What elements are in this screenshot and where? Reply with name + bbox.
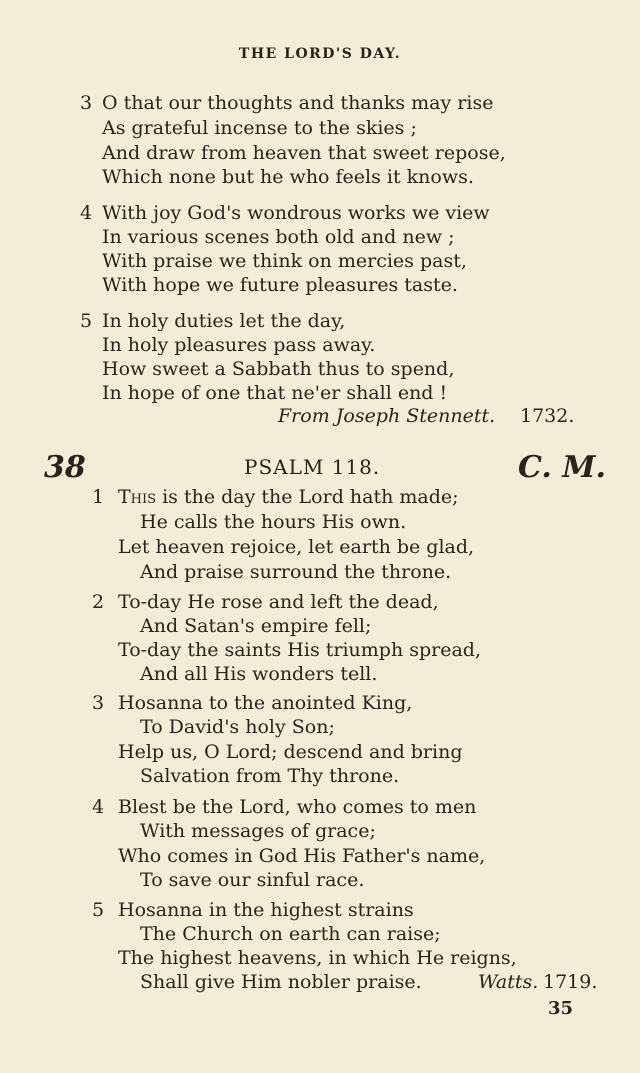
- hymn-year: 1719.: [543, 971, 598, 993]
- verse-line: [118, 486, 459, 508]
- verse-number: 3: [92, 692, 105, 714]
- verse-line: In various scenes both old and new ;: [102, 226, 455, 248]
- hymn-year: 1732.: [520, 405, 575, 427]
- verse-number: 3: [80, 92, 93, 114]
- hymn-meter: C. M.: [518, 450, 606, 485]
- running-head: THE LORD'S DAY.: [238, 46, 402, 62]
- verse-line: The highest heavens, in which He reigns,: [118, 947, 517, 969]
- verse-line: As grateful incense to the skies ;: [102, 117, 417, 139]
- verse-line: He calls the hours His own.: [140, 511, 407, 533]
- verse-line: To save our sinful race.: [140, 869, 365, 891]
- verse-line: Hosanna to the anointed King,: [118, 692, 413, 714]
- verse-line-rest: is the day the Lord hath made;: [162, 486, 459, 508]
- verse-line: Hosanna in the highest strains: [118, 899, 414, 921]
- verse-line: And all His wonders tell.: [140, 663, 378, 685]
- verse-line: With hope we future pleasures taste.: [102, 274, 458, 296]
- verse-line: How sweet a Sabbath thus to spend,: [102, 358, 455, 380]
- verse-number: 4: [80, 202, 93, 224]
- hymn-attribution: Watts.: [478, 971, 539, 993]
- verse-line: To-day He rose and left the dead,: [118, 591, 439, 613]
- verse-line: And draw from heaven that sweet repose,: [102, 142, 506, 164]
- first-word: This: [118, 486, 157, 508]
- hymn-number: 38: [44, 450, 86, 485]
- verse-number: 5: [80, 310, 93, 332]
- verse-line: In holy pleasures pass away.: [102, 334, 376, 356]
- verse-line: To David's holy Son;: [140, 716, 335, 738]
- verse-line: Help us, O Lord; descend and bring: [118, 741, 463, 763]
- verse-line: O that our thoughts and thanks may rise: [102, 92, 494, 114]
- verse-line: Shall give Him nobler praise.: [140, 971, 422, 993]
- verse-line: In hope of one that ne'er shall end !: [102, 382, 448, 404]
- verse-line: To-day the saints His triumph spread,: [118, 639, 481, 661]
- verse-line: Who comes in God His Father's name,: [118, 845, 486, 867]
- verse-line: With praise we think on mercies past,: [102, 250, 467, 272]
- page-number: 35: [548, 998, 574, 1019]
- verse-line: Which none but he who feels it knows.: [102, 166, 474, 188]
- verse-number: 4: [92, 796, 105, 818]
- verse-line: With messages of grace;: [140, 820, 376, 842]
- verse-line: Salvation from Thy throne.: [140, 765, 400, 787]
- verse-line: With joy God's wondrous works we view: [102, 202, 490, 224]
- verse-line: The Church on earth can raise;: [140, 923, 441, 945]
- hymn-attribution: From Joseph Stennett.: [278, 405, 496, 427]
- verse-line: Blest be the Lord, who comes to men: [118, 796, 477, 818]
- verse-line: And praise surround the throne.: [140, 561, 452, 583]
- verse-line: Let heaven rejoice, let earth be glad,: [118, 536, 475, 558]
- verse-number: 2: [92, 591, 105, 613]
- verse-line: In holy duties let the day,: [102, 310, 346, 332]
- hymn-title: PSALM 118.: [244, 455, 381, 479]
- verse-number: 1: [92, 486, 105, 508]
- verse-line: And Satan's empire fell;: [140, 615, 372, 637]
- verse-number: 5: [92, 899, 105, 921]
